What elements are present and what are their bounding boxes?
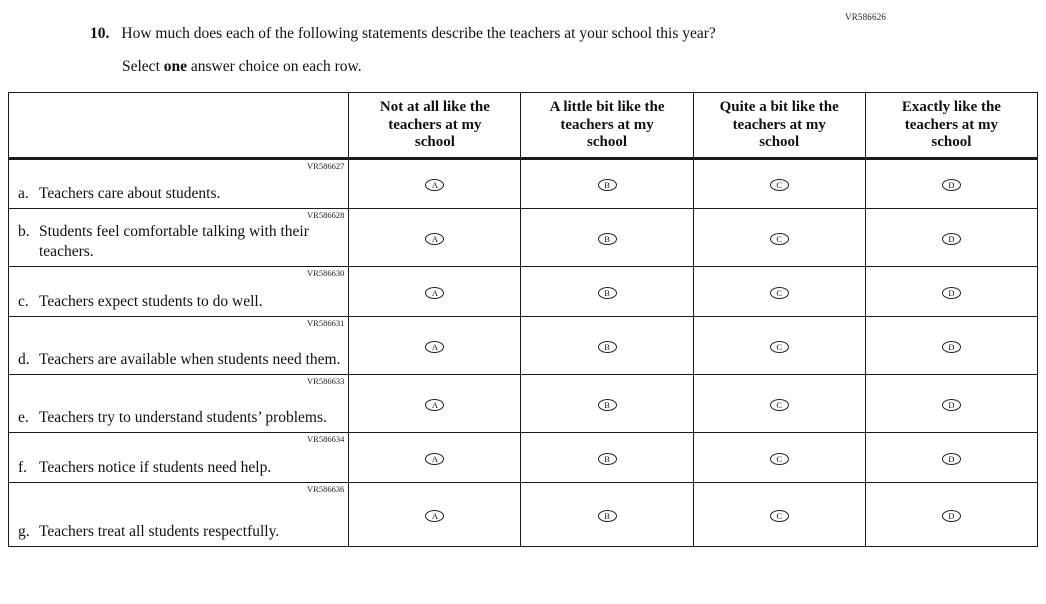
- statement-label: f.: [18, 458, 28, 476]
- answer-bubble-c[interactable]: C: [770, 179, 789, 191]
- option-cell: [693, 483, 865, 547]
- statement-label: c.: [18, 292, 29, 310]
- answer-bubble-a[interactable]: A: [425, 179, 444, 191]
- header-quite-a-bit: Quite a bit like the teachers at my school: [693, 93, 865, 159]
- answer-bubble-d[interactable]: D: [942, 341, 961, 353]
- answer-bubble-d[interactable]: D: [942, 453, 961, 465]
- option-cell: [521, 209, 693, 267]
- statement-cell: [9, 433, 349, 483]
- header-not-at-all: Not at all like the teachers at my school: [349, 93, 521, 159]
- option-cell: [865, 159, 1037, 209]
- option-cell: [521, 317, 693, 375]
- statement-label: a.: [18, 184, 29, 202]
- option-cell: [693, 209, 865, 267]
- answer-bubble-a[interactable]: A: [425, 510, 444, 522]
- answer-bubble-c[interactable]: C: [770, 510, 789, 522]
- answer-bubble-a[interactable]: A: [425, 399, 444, 411]
- row-code: VR586631: [307, 318, 345, 329]
- row-code: VR586627: [307, 161, 345, 172]
- option-cell: [521, 267, 693, 317]
- option-cell: [693, 267, 865, 317]
- row-code: VR586633: [307, 376, 345, 387]
- option-cell: [349, 159, 521, 209]
- question: [90, 24, 810, 44]
- option-cell: [865, 209, 1037, 267]
- answer-bubble-d[interactable]: D: [942, 287, 961, 299]
- instruction-prefix: Select: [122, 58, 164, 76]
- option-cell: [521, 433, 693, 483]
- header-row: [9, 93, 1038, 159]
- statement-body: Teachers care about students.: [39, 184, 221, 202]
- statement-text: [9, 290, 348, 316]
- answer-bubble-b[interactable]: B: [598, 233, 617, 245]
- option-cell: [865, 375, 1037, 433]
- answer-bubble-c[interactable]: C: [770, 341, 789, 353]
- answer-bubble-a[interactable]: A: [425, 453, 444, 465]
- option-cell: [349, 483, 521, 547]
- answer-bubble-b[interactable]: B: [598, 179, 617, 191]
- question-instruction: [122, 58, 1046, 76]
- option-cell: [521, 375, 693, 433]
- table-row: [9, 267, 1038, 317]
- answer-bubble-b[interactable]: B: [598, 453, 617, 465]
- page-code: VR586626: [845, 12, 887, 22]
- statement-body: Teachers notice if students need help.: [39, 458, 272, 476]
- statement-cell: [9, 483, 349, 547]
- table-row: [9, 375, 1038, 433]
- header-exactly-like: Exactly like the teachers at my school: [865, 93, 1037, 159]
- option-cell: [693, 375, 865, 433]
- header-statement-column: [9, 93, 349, 159]
- row-code: VR586636: [307, 484, 345, 495]
- table-row: [9, 317, 1038, 375]
- option-cell: [693, 433, 865, 483]
- option-cell: [349, 267, 521, 317]
- answer-bubble-c[interactable]: C: [770, 399, 789, 411]
- statement-cell: [9, 267, 349, 317]
- statement-text: [9, 182, 348, 208]
- statement-cell: [9, 317, 349, 375]
- option-cell: [693, 159, 865, 209]
- statement-label: g.: [18, 522, 30, 540]
- instruction-suffix: answer choice on each row.: [187, 58, 362, 76]
- header-a-little-bit: A little bit like the teachers at my school: [521, 93, 693, 159]
- statement-body: Teachers are available when students need them.: [39, 350, 341, 368]
- statement-text: [9, 220, 348, 266]
- option-cell: [521, 483, 693, 547]
- row-code: VR586634: [307, 434, 345, 445]
- option-cell: [349, 317, 521, 375]
- row-code: VR586630: [307, 268, 345, 279]
- answer-bubble-a[interactable]: A: [425, 341, 444, 353]
- statement-label: b.: [18, 223, 30, 241]
- answer-bubble-d[interactable]: D: [942, 399, 961, 411]
- answer-bubble-d[interactable]: D: [942, 179, 961, 191]
- statement-body: Teachers expect students to do well.: [39, 292, 263, 310]
- option-cell: [865, 483, 1037, 547]
- statement-text: [9, 348, 348, 374]
- question-text: How much does each of the following statements describe the teachers at your school this year?: [121, 25, 716, 42]
- option-cell: [349, 375, 521, 433]
- statement-text: [9, 406, 348, 432]
- question-number: 10.: [90, 25, 110, 42]
- statement-cell: [9, 375, 349, 433]
- table-row: [9, 209, 1038, 267]
- table-row: [9, 159, 1038, 209]
- option-cell: [521, 159, 693, 209]
- table-row: [9, 483, 1038, 547]
- statement-label: d.: [18, 350, 30, 368]
- option-cell: [349, 433, 521, 483]
- answer-bubble-b[interactable]: B: [598, 399, 617, 411]
- answer-bubble-c[interactable]: C: [770, 287, 789, 299]
- option-cell: [865, 433, 1037, 483]
- statement-body: Teachers try to understand students’ problems.: [39, 408, 327, 426]
- row-code: VR586628: [307, 210, 345, 221]
- statement-text: [9, 520, 348, 546]
- answer-bubble-d[interactable]: D: [942, 510, 961, 522]
- answer-bubble-a[interactable]: A: [425, 287, 444, 299]
- answer-bubble-b[interactable]: B: [598, 341, 617, 353]
- answer-bubble-b[interactable]: B: [598, 287, 617, 299]
- answer-bubble-c[interactable]: C: [770, 233, 789, 245]
- answer-bubble-c[interactable]: C: [770, 453, 789, 465]
- answer-bubble-a[interactable]: A: [425, 233, 444, 245]
- statement-body: Students feel comfortable talking with their teachers.: [39, 223, 309, 260]
- statement-text: [9, 456, 348, 482]
- statement-cell: [9, 209, 349, 267]
- answer-bubble-b[interactable]: B: [598, 510, 617, 522]
- statement-cell: [9, 159, 349, 209]
- answer-bubble-d[interactable]: D: [942, 233, 961, 245]
- option-cell: [865, 317, 1037, 375]
- option-cell: [865, 267, 1037, 317]
- answer-matrix-table: [8, 92, 1038, 547]
- statement-label: e.: [18, 408, 29, 426]
- statement-body: Teachers treat all students respectfully.: [39, 522, 280, 540]
- option-cell: [349, 209, 521, 267]
- table-row: [9, 433, 1038, 483]
- option-cell: [693, 317, 865, 375]
- instruction-bold-word: one: [163, 58, 187, 76]
